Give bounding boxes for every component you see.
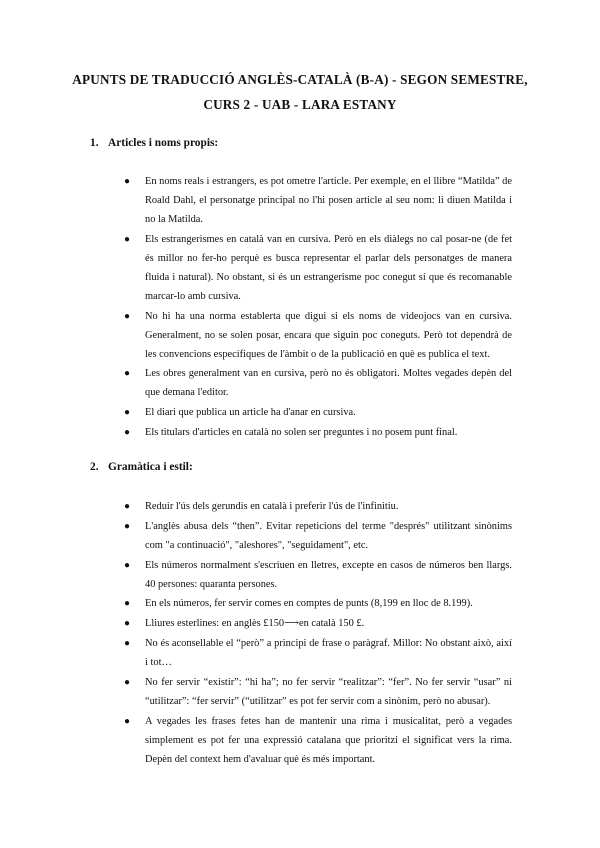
document-title-line-1: APUNTS DE TRADUCCIÓ ANGLÈS-CATALÀ (B-A) - SEGON SEMESTRE, [72,72,528,87]
bullet-icon: ● [124,520,131,532]
section-heading-articles [90,137,218,149]
bullet-icon: ● [124,407,131,419]
bullet-icon: ● [124,715,131,727]
list-item: ● L'anglès abusa dels “then”. Evitar repeticions del terme "després" utilitzant sinònims com "a continuació", "aleshores", "seguidament", etc. [0,517,600,555]
list-item: ● Els estrangerismes en català van en cursiva. Però en els diàlegs no cal posar-ne (de fet és millor no fer-ho perquè es busca representar el parlar dels personatges de manera fluida i natural). No obstant, si és un estrangerisme poc conegut sí que és recomanable marcar-lo amb cursiva. [0,230,600,306]
document-title-line-2: CURS 2 - UAB - LARA ESTANY [203,97,397,112]
list-item: ● Els números normalment s'escriuen en lletres, excepte en casos de números ben llargs. 40 persones: quaranta persones. [0,556,600,594]
list-item: ● En els números, fer servir comes en comptes de punts (8,199 en lloc de 8.199). [0,594,600,613]
bullet-list-articles [0,172,600,443]
list-item: ● Les obres generalment van en cursiva, però no és obligatori. Moltes vegades depèn del que demana l'editor. [0,364,600,402]
bullet-icon: ● [124,426,131,438]
bullet-icon: ● [124,176,131,187]
list-item: ● No és aconsellable el “però” a principi de frase o paràgraf. Millor: No obstant això, així i tot… [0,634,600,672]
bullet-icon: ● [124,637,131,649]
bullet-icon: ● [124,598,131,610]
list-item: ● No hi ha una norma establerta que digui si els noms de videojocs van en cursiva. Generalment, no se solen posar, encara que siguin poc coneguts. Però tot dependrà de les convencions específiques de l'àmbit o de la publicació en què es publica el text. [0,307,600,364]
bullet-icon: ● [124,559,131,571]
bullet-icon: ● [124,501,131,512]
section-title: Gramàtica i estil: [108,461,193,473]
list-item: ● En noms reals i estrangers, es pot ometre l'article. Per exemple, en el llibre “Matilda” de Roald Dahl, el personatge principal no l'hi posen article al seu nom: li diuen Matilda i no la Matilda. [0,172,600,229]
section-number: 1. [90,137,99,149]
list-item: ● A vegades les frases fetes han de mantenir una rima i musicalitat, però a vegades simplement es pot fer una expressió catalana que prioritzi el significat vers la rima. Depèn del context hem d'avaluar què és més important. [0,712,600,769]
list-item: ● Els titulars d'articles en català no solen ser preguntes i no posem punt final. [0,423,600,442]
list-item: ● Lliures esterlines: en anglès £150⟶en català 150 £. [0,614,600,633]
list-item: ● Reduir l'ús dels gerundis en català i preferir l'ús de l'infinitiu. [0,497,600,516]
section-title: Articles i noms propis: [108,137,219,149]
bullet-icon: ● [124,676,131,688]
section-number: 2. [90,461,99,473]
bullet-icon: ● [124,368,131,380]
list-item: ● No fer servir “existir”: “hi ha”; no fer servir “realitzar”: “fer”. No fer servir “usar” ni “utilitzar”: “fer servir” (“utilitzar” es pot fer servir com a sinònim, però no abusar). [0,673,600,711]
section-heading-grammar [90,461,193,473]
bullet-list-grammar [0,497,600,769]
bullet-icon: ● [124,310,131,322]
bullet-icon: ● [124,618,131,630]
bullet-icon: ● [124,233,131,245]
list-item: ● El diari que publica un article ha d'anar en cursiva. [0,403,600,422]
